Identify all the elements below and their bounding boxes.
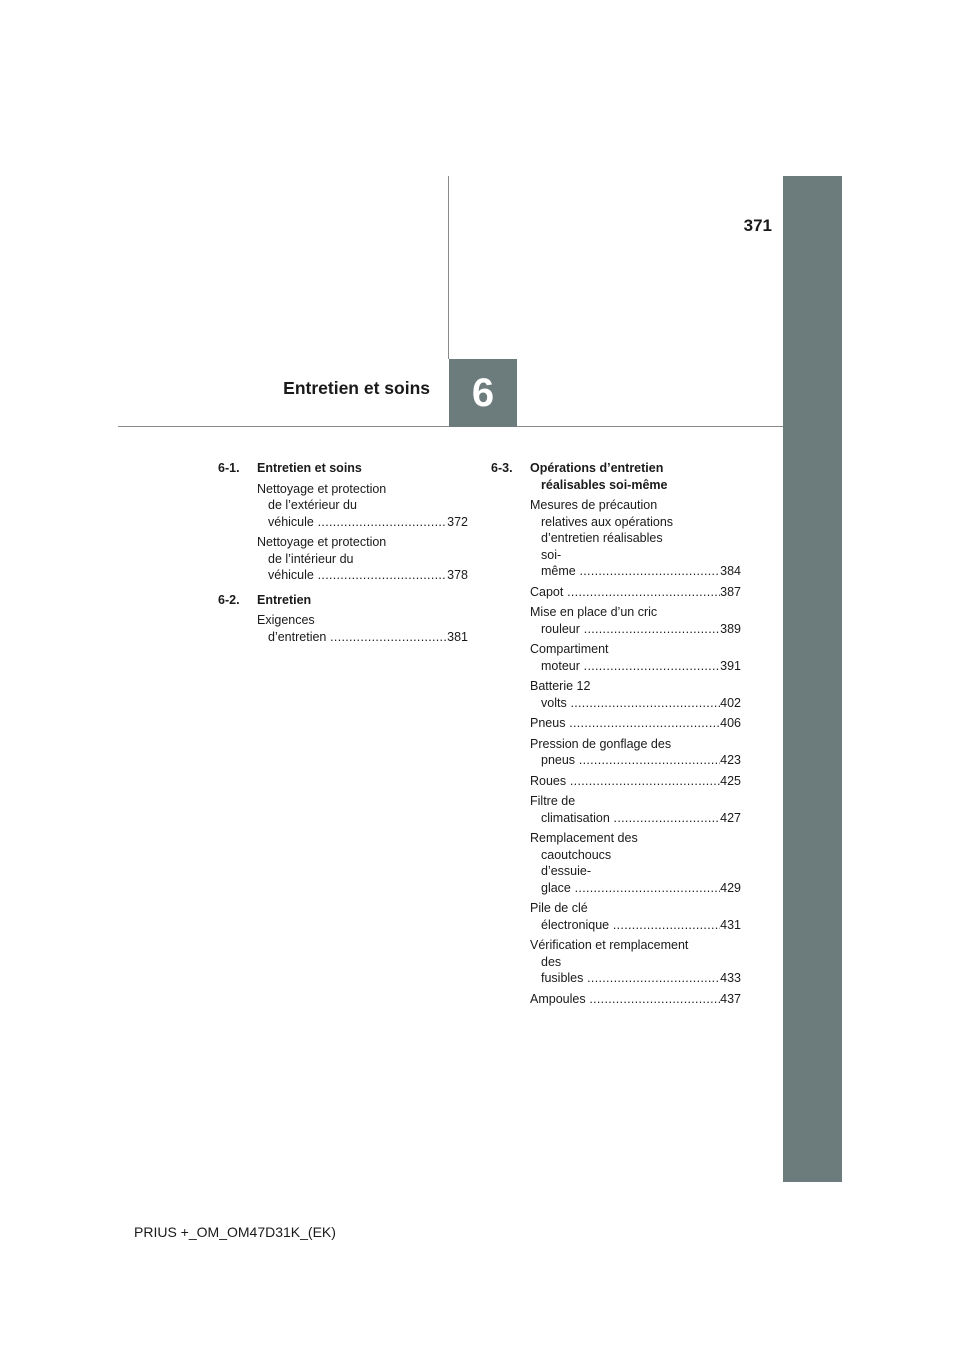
- toc-entry[interactable]: [530, 937, 741, 987]
- toc-section-number: 6-3.: [491, 461, 513, 475]
- toc-entry-title: Pression de gonflage des pneus .....: [530, 736, 720, 769]
- toc-entry-page: 431: [720, 917, 741, 932]
- toc-section-number: 6-2.: [218, 592, 240, 607]
- toc-entry-title: [530, 678, 720, 711]
- toc-section-number: 6-1.: [218, 461, 240, 475]
- document-code: PRIUS +_OM_OM47D31K_(EK): [134, 1224, 336, 1240]
- toc-entry-last-line: de l’intérieur du véhicule .....: [268, 552, 447, 583]
- toc-entry-last-line: Pile de clé électronique .....: [530, 901, 720, 932]
- toc-entry-title: Nettoyage et protection de l’intérieur du véhicule .....: [257, 534, 447, 584]
- toc-entry-last-line: de l’extérieur du véhicule .....: [268, 498, 447, 529]
- toc-entry-page: 427: [720, 810, 741, 825]
- chapter-side-tab: [783, 176, 842, 1182]
- toc-section-heading: [218, 460, 468, 477]
- toc-section-title: Opérations d’entretien réalisables soi-même: [530, 461, 668, 492]
- toc-entry[interactable]: [530, 715, 741, 732]
- toc-entry-title: Nettoyage et protection de l’extérieur du véhicule .....: [257, 481, 447, 531]
- toc-entry-page: 423: [720, 753, 741, 767]
- toc-section-heading: [218, 592, 468, 609]
- toc-entry[interactable]: [530, 497, 741, 580]
- toc-entry-page: 433: [720, 971, 741, 985]
- header-vertical-rule: [448, 176, 449, 359]
- toc-entry[interactable]: [530, 584, 741, 601]
- toc-entry[interactable]: [257, 612, 468, 645]
- toc-entry-last-line: Exigences d’entretien .....: [257, 613, 447, 644]
- toc-entry-page: 378: [447, 568, 468, 582]
- toc-section-title: Entretien et soins: [257, 461, 362, 475]
- toc-entry-page: 384: [720, 564, 741, 578]
- toc-entry-last-line: d’essuie-glace .....: [541, 864, 720, 895]
- toc-entry-title: Mesures de précaution relatives aux opérations d’entretien réalisables soi-même .....: [530, 497, 720, 580]
- toc-entry-last-line: Ampoules .....: [530, 992, 720, 1006]
- toc-entry-last-line: Pneus .....: [530, 716, 720, 730]
- toc-right-column: [491, 460, 741, 1011]
- toc-entry-last-line: rouleur .....: [541, 622, 720, 636]
- toc-entry-last-line: pneus .....: [541, 753, 720, 767]
- toc-entry-last-line: Batterie 12 volts .....: [530, 679, 720, 710]
- toc-entry-title: [530, 793, 720, 826]
- chapter-number-box: [449, 359, 517, 427]
- toc-entry-list: [257, 481, 468, 584]
- toc-entry-page: 391: [720, 658, 741, 673]
- toc-entry[interactable]: [530, 736, 741, 769]
- toc-entry-page: 381: [447, 629, 468, 644]
- toc-entry[interactable]: [530, 830, 741, 896]
- toc-entry-title: [530, 584, 720, 601]
- toc-entry-title: [530, 900, 720, 933]
- toc-entry-last-line: soi-même .....: [541, 548, 720, 579]
- section-title: Entretien et soins: [283, 378, 430, 398]
- toc-entry[interactable]: [530, 641, 741, 674]
- toc-entry-page: 372: [447, 514, 468, 529]
- toc-entry-title: Remplacement des caoutchoucs d’essuie-glace .....: [530, 830, 720, 896]
- toc-section-title: Entretien: [257, 592, 312, 607]
- toc-entry[interactable]: [530, 991, 741, 1008]
- toc-entry-last-line: Compartiment moteur .....: [530, 642, 720, 673]
- toc-entry-last-line: Filtre de climatisation .....: [530, 794, 720, 825]
- toc-entry-last-line: des fusibles .....: [541, 955, 720, 986]
- chapter-number: 6: [471, 370, 495, 415]
- toc-entry-page: 429: [720, 880, 741, 895]
- toc-entry-page: 389: [720, 621, 741, 636]
- toc-entry-last-line: Capot .....: [530, 585, 720, 599]
- toc-entry-list: [530, 497, 741, 1007]
- toc-entry-title: Vérification et remplacement des fusibles .....: [530, 937, 720, 987]
- page-number: 371: [743, 216, 772, 235]
- toc-entry-title: [530, 773, 720, 790]
- toc-left-column: [218, 460, 468, 649]
- toc-entry[interactable]: [530, 678, 741, 711]
- toc-entry-list: [257, 612, 468, 645]
- toc-entry-page: 406: [720, 716, 741, 730]
- toc-entry[interactable]: [257, 481, 468, 531]
- toc-entry-title: [530, 641, 720, 674]
- toc-entry-page: 402: [720, 695, 741, 710]
- toc-entry-title: Mise en place d’un cric rouleur .....: [530, 604, 720, 637]
- toc-entry-last-line: Roues .....: [530, 774, 720, 788]
- toc-entry-title: [257, 612, 447, 645]
- toc-entry-page: 437: [720, 991, 741, 1006]
- toc-entry[interactable]: [530, 604, 741, 637]
- toc-entry[interactable]: [530, 793, 741, 826]
- toc-entry[interactable]: [257, 534, 468, 584]
- toc-section-heading: [491, 460, 741, 493]
- toc-entry-title: [530, 715, 720, 732]
- toc-entry-title: [530, 991, 720, 1008]
- toc-entry[interactable]: [530, 773, 741, 790]
- toc-entry[interactable]: [530, 900, 741, 933]
- toc-entry-page: 425: [720, 773, 741, 788]
- toc-entry-page: 387: [720, 584, 741, 599]
